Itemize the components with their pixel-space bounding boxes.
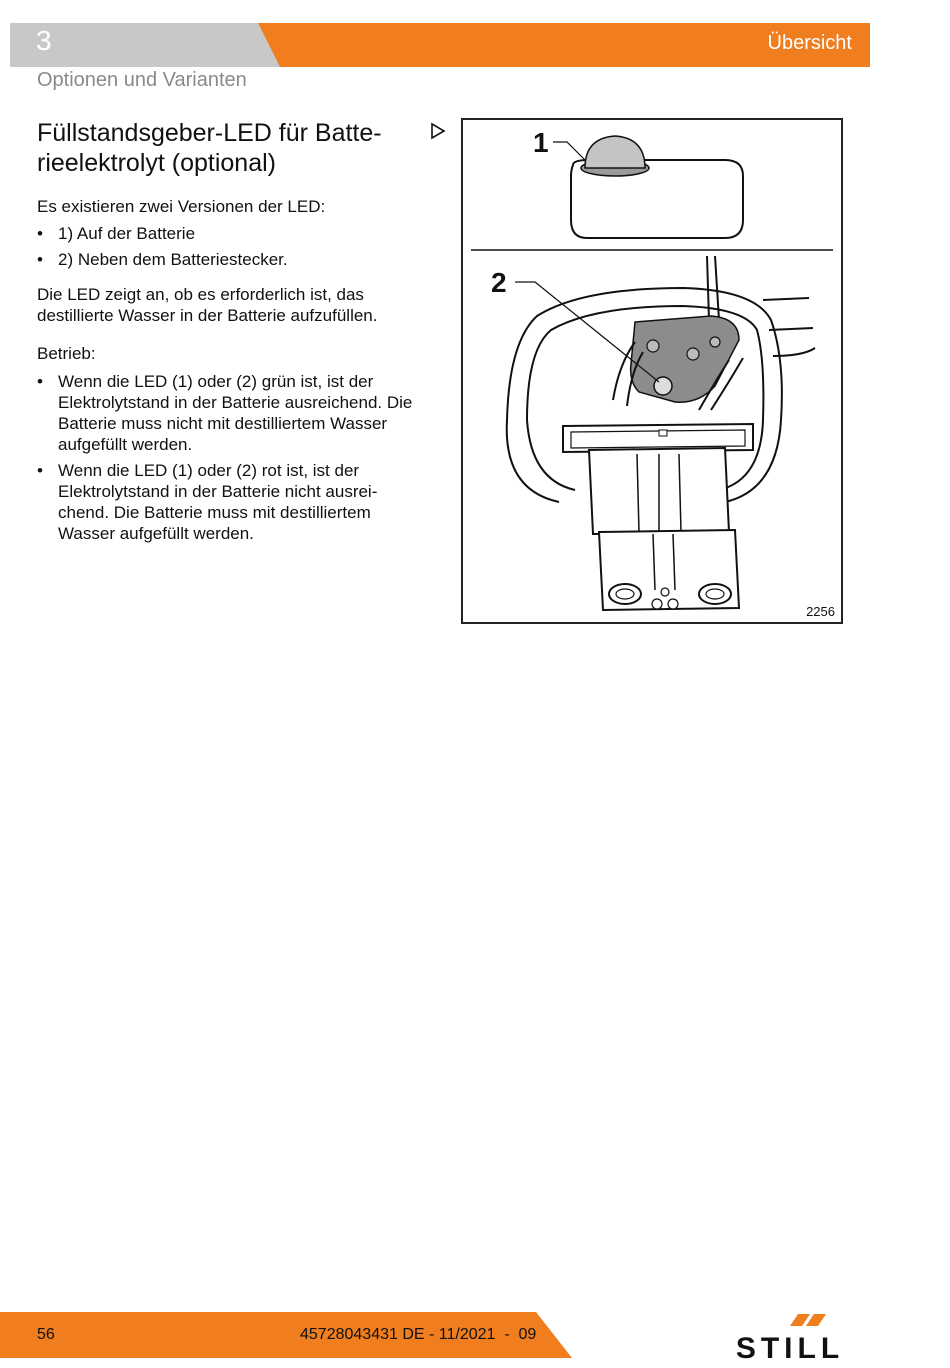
page-title: Füllstandsgeber-LED für Batte-rieelektrolyt (optional)	[37, 119, 382, 177]
operation-label: Betrieb:	[37, 344, 96, 363]
page-number: 56	[37, 1326, 55, 1343]
triangle-right-outline-icon	[430, 122, 446, 140]
figure-number: 2256	[806, 604, 835, 619]
header-bar	[10, 23, 870, 67]
led-1-icon	[585, 136, 645, 168]
still-wordmark: STILL	[735, 1332, 845, 1362]
description-text: Die LED zeigt an, ob es erforderlich ist, das destillierte Wasser in der Batterie aufzufüllen.	[37, 285, 378, 325]
battery-led-figure	[461, 118, 843, 624]
list-item: • 1) Auf der Batterie	[37, 223, 422, 244]
list-item: • 2) Neben dem Batteriestecker.	[37, 249, 422, 270]
intro-text: Es existieren zwei Versionen der LED:	[37, 197, 326, 216]
header-section-title: Übersicht	[767, 32, 852, 54]
list-item: • Wenn die LED (1) oder (2) rot ist, ist der Elektrolytstand in der Batterie nicht ausrei-chend. Die Batterie muss mit destilliertem Wasser aufgefüllt werden.	[37, 460, 422, 544]
callout-1: 1	[533, 127, 549, 158]
list-item: • Wenn die LED (1) oder (2) grün ist, ist der Elektrolytstand in der Batterie ausreichend. Die Batterie muss nicht mit destilliertem Wasser aufgefüllt werden.	[37, 371, 422, 455]
operation-list	[37, 371, 422, 549]
document-reference: 45728043431 DE - 11/2021 - 09	[300, 1326, 537, 1343]
section-subtitle: Optionen und Varianten	[37, 69, 247, 91]
versions-list	[37, 223, 422, 275]
chapter-number: 3	[36, 25, 52, 56]
still-logo	[706, 1312, 874, 1362]
battery-connector-illustration	[463, 120, 841, 622]
callout-2: 2	[491, 267, 507, 298]
